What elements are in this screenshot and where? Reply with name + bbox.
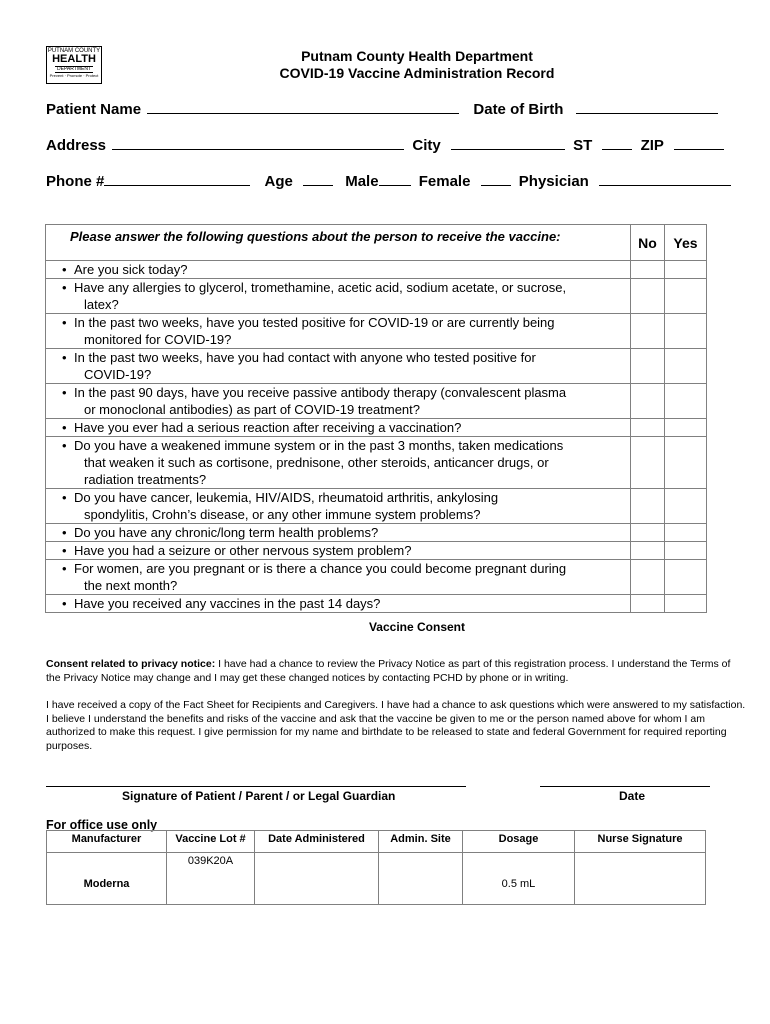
admin-site-header: Admin. Site <box>379 831 463 853</box>
answer-no-box[interactable] <box>631 437 665 489</box>
answer-yes-box[interactable] <box>665 279 707 314</box>
answer-no-box[interactable] <box>631 560 665 595</box>
answer-yes-box[interactable] <box>665 524 707 542</box>
phone-row <box>46 172 735 190</box>
factsheet-consent-paragraph: I have received a copy of the Fact Sheet for Recipients and Caregivers. I have had a chance to ask questions which were answered to my satisfaction. I believe I understand the benefits and risks of the vaccine and ask that the vaccine be given to me or the person named above for whom I am authorized to make this request. I give permission for my name and birthdate to be released to state and federal Government for required reporting purposes. <box>46 699 746 752</box>
office-use-label: For office use only <box>46 818 158 832</box>
question-item <box>74 542 626 559</box>
logo-line-health: HEALTH <box>52 53 96 65</box>
question-text-cont: radiation treatments? <box>84 472 207 487</box>
manufacturer-header: Manufacturer <box>47 831 167 853</box>
answer-yes-box[interactable] <box>665 560 707 595</box>
answer-no-box[interactable] <box>631 595 665 613</box>
questions-header: Please answer the following questions about the person to receive the vaccine: <box>46 225 631 261</box>
question-text: Have you received any vaccines in the past 14 days? <box>74 596 381 611</box>
address-row <box>46 136 728 154</box>
answer-yes-box[interactable] <box>665 419 707 437</box>
question-text: Are you sick today? <box>74 262 188 277</box>
question-row <box>46 437 707 489</box>
question-text: Do you have cancer, leukemia, HIV/AIDS, rheumatoid arthritis, ankylosing <box>74 490 499 505</box>
age-label: Age <box>264 173 293 190</box>
age-field[interactable] <box>303 172 333 186</box>
nurse-signature-header: Nurse Signature <box>575 831 706 853</box>
question-item <box>74 524 626 541</box>
question-text: Do you have a weakened immune system or in the past 3 months, taken medications <box>74 438 564 453</box>
question-text: Have you ever had a serious reaction after receiving a vaccination? <box>74 420 462 435</box>
answer-no-box[interactable] <box>631 489 665 524</box>
physician-field[interactable] <box>599 172 731 186</box>
answer-no-box[interactable] <box>631 542 665 560</box>
answer-yes-box[interactable] <box>665 437 707 489</box>
date-label: Date <box>619 789 646 803</box>
question-item <box>74 595 626 612</box>
male-field[interactable] <box>379 172 411 186</box>
phone-label: Phone # <box>46 173 105 190</box>
question-text: Have any allergies to glycerol, tromethamine, acetic acid, sodium acetate, or sucrose, <box>74 280 567 295</box>
nurse-signature-cell[interactable] <box>575 853 706 905</box>
answer-no-box[interactable] <box>631 314 665 349</box>
question-row <box>46 261 707 279</box>
org-name: Putnam County Health Department <box>301 48 533 64</box>
physician-label: Physician <box>518 173 589 190</box>
answer-yes-box[interactable] <box>665 384 707 419</box>
admin-site-cell[interactable] <box>379 853 463 905</box>
question-row <box>46 595 707 613</box>
privacy-consent-text: I have had a chance to review the Privacy Notice as part of this registration process. I understand the Terms of the Privacy Notice may change and I may get these changed notices by contacting PCHD by phone or in writing. <box>46 658 731 684</box>
question-item <box>74 419 626 436</box>
questions-header-row <box>46 225 707 261</box>
question-text-cont: COVID-19? <box>84 367 152 382</box>
form-title: COVID-19 Vaccine Administration Record <box>279 65 555 81</box>
office-use-table <box>46 830 706 905</box>
logo-line-county: PUTNAM COUNTY <box>47 48 101 54</box>
question-item <box>74 314 626 348</box>
question-text: Have you had a seizure or other nervous system problem? <box>74 543 412 558</box>
answer-no-box[interactable] <box>631 279 665 314</box>
dosage-cell[interactable]: 0.5 mL <box>463 853 575 905</box>
question-row <box>46 314 707 349</box>
question-text: In the past two weeks, have you tested positive for COVID-19 or are currently being <box>74 315 555 330</box>
address-label: Address <box>46 137 107 154</box>
yes-column-header: Yes <box>665 225 707 261</box>
question-row <box>46 349 707 384</box>
answer-yes-box[interactable] <box>665 314 707 349</box>
phone-field[interactable] <box>104 172 250 186</box>
office-header-row <box>47 831 706 853</box>
answer-yes-box[interactable] <box>665 349 707 384</box>
question-item <box>74 489 626 523</box>
zip-field[interactable] <box>674 136 724 150</box>
male-label: Male <box>345 173 379 190</box>
question-row <box>46 489 707 524</box>
answer-no-box[interactable] <box>631 419 665 437</box>
screening-questions-table <box>45 224 707 613</box>
question-row <box>46 419 707 437</box>
question-row <box>46 542 707 560</box>
lot-header: Vaccine Lot # <box>167 831 255 853</box>
patient-name-field[interactable] <box>147 100 459 114</box>
question-text: In the past two weeks, have you had contact with anyone who tested positive for <box>74 350 536 365</box>
zip-label: ZIP <box>640 137 664 154</box>
question-text-cont: spondylitis, Crohn’s disease, or any other immune system problems? <box>84 507 481 522</box>
answer-yes-box[interactable] <box>665 489 707 524</box>
answer-no-box[interactable] <box>631 261 665 279</box>
question-item <box>74 261 626 278</box>
patient-row <box>46 100 722 118</box>
answer-no-box[interactable] <box>631 384 665 419</box>
signature-line[interactable] <box>46 786 466 787</box>
question-text: Do you have any chronic/long term health problems? <box>74 525 379 540</box>
city-label: City <box>412 137 441 154</box>
question-row <box>46 560 707 595</box>
dob-field[interactable] <box>576 100 718 114</box>
female-field[interactable] <box>481 172 511 186</box>
date-administered-cell[interactable] <box>255 853 379 905</box>
patient-name-label: Patient Name <box>46 101 142 118</box>
office-data-row <box>47 853 706 905</box>
question-text-cont: monitored for COVID-19? <box>84 332 232 347</box>
logo-line-motto: Prevent · Promote · Protect <box>49 73 99 78</box>
question-row <box>46 384 707 419</box>
answer-yes-box[interactable] <box>665 542 707 560</box>
question-text: In the past 90 days, have you receive passive antibody therapy (convalescent plasma <box>74 385 567 400</box>
question-item <box>74 560 626 594</box>
consent-title: Vaccine Consent <box>368 620 466 634</box>
answer-no-box[interactable] <box>631 349 665 384</box>
question-text-cont: that weaken it such as cortisone, prednisone, other steroids, anticancer drugs, or <box>84 455 549 470</box>
answer-no-box[interactable] <box>631 524 665 542</box>
question-item <box>74 437 626 488</box>
privacy-consent-paragraph <box>46 658 746 685</box>
question-item <box>74 279 626 313</box>
female-label: Female <box>418 173 471 190</box>
manufacturer-cell[interactable]: Moderna <box>47 853 167 905</box>
question-text-cont: latex? <box>84 297 119 312</box>
no-column-header: No <box>631 225 665 261</box>
city-field[interactable] <box>451 136 565 150</box>
question-item <box>74 384 626 418</box>
question-text-cont: the next month? <box>84 578 178 593</box>
question-row <box>46 524 707 542</box>
question-row <box>46 279 707 314</box>
state-field[interactable] <box>602 136 632 150</box>
logo-line-department: DEPARTMENT <box>55 66 93 73</box>
question-text-cont: or monoclonal antibodies) as part of COVID-19 treatment? <box>84 402 421 417</box>
state-label: ST <box>573 137 593 154</box>
dosage-header: Dosage <box>463 831 575 853</box>
address-field[interactable] <box>112 136 404 150</box>
date-administered-header: Date Administered <box>255 831 379 853</box>
lot-cell[interactable]: 039K20A <box>167 853 255 905</box>
question-item <box>74 349 626 383</box>
answer-yes-box[interactable] <box>665 595 707 613</box>
question-text: For women, are you pregnant or is there a chance you could become pregnant during <box>74 561 567 576</box>
privacy-consent-label: Consent related to privacy notice: <box>46 658 216 670</box>
dob-label: Date of Birth <box>473 101 564 118</box>
answer-yes-box[interactable] <box>665 261 707 279</box>
date-line[interactable] <box>540 786 710 787</box>
signature-label: Signature of Patient / Parent / or Legal Guardian <box>122 789 396 803</box>
